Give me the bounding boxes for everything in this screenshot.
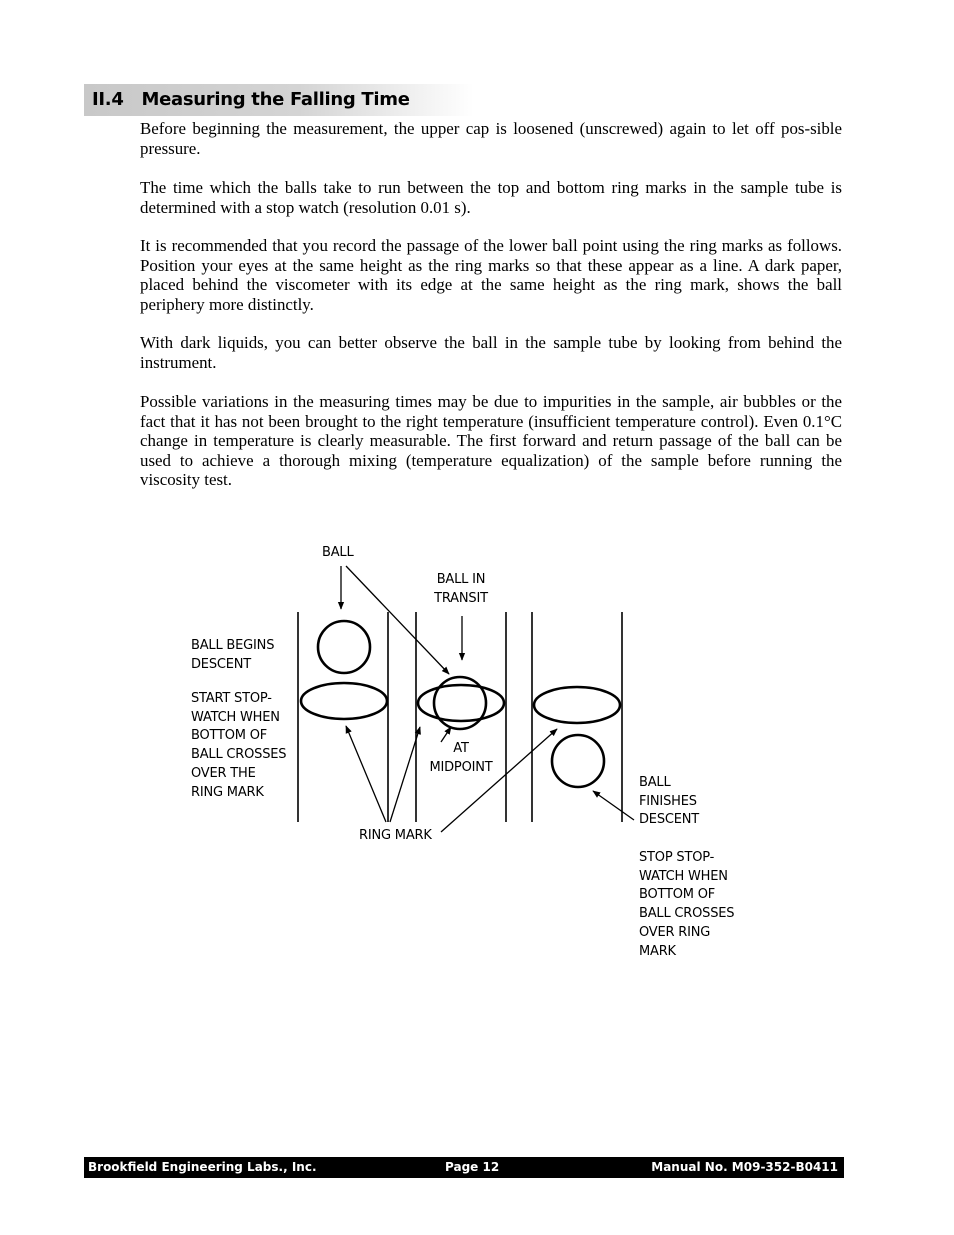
label-start-stopwatch: START STOP- WATCH WHEN BOTTOM OF BALL CROSSES OVER THE RING MARK [191, 691, 287, 800]
paragraph-text: The time which the balls take to run between the top and bottom ring marks in the sample tube is determined with a stop watch (resolution 0.01 s). [140, 178, 842, 217]
ring-mark-3 [534, 687, 620, 723]
arrow-ball-finish [593, 791, 634, 820]
section-title: II.4 Measuring the Falling Time [92, 89, 410, 110]
paragraph-text: Before beginning the measurement, the upper cap is loosened (unscrewed) again to let off pos-sible pressure. [140, 119, 842, 158]
paragraph-text: Possible variations in the measuring times may be due to impurities in the sample, air bubbles or the fact that it has not been brought to the right temperature (insufficient temperature control). Even 0.1°C change in temperature is clearly measurable. The first forward and return passage of the ball can be used to achieve a thorough mixing (temperature equalization) of the sample before running the viscosity test. [140, 392, 842, 489]
ring-mark-2 [418, 685, 504, 721]
footer-page-number: Page 12 [445, 1160, 500, 1174]
footer-manual-number: Manual No. M09-352-B0411 [651, 1160, 838, 1174]
label-ball: BALL [322, 545, 354, 560]
arrow-ring-mark-1 [346, 726, 386, 822]
ball-start [318, 621, 370, 673]
paragraph-text: With dark liquids, you can better observe the ball in the sample tube by looking from behind the instrument. [140, 333, 842, 372]
label-ball-in-transit: BALL IN TRANSIT [434, 572, 488, 606]
ball-finish [552, 735, 604, 787]
label-ring-mark: RING MARK [359, 828, 432, 843]
label-ball-finishes-descent: BALL FINISHES DESCENT [639, 775, 700, 828]
ring-mark-1 [301, 683, 387, 719]
label-stop-stopwatch: STOP STOP- WATCH WHEN BOTTOM OF BALL CROSSES OVER RING MARK [639, 850, 735, 959]
page-footer [84, 1157, 844, 1178]
label-at-midpoint: AT MIDPOINT [429, 741, 493, 775]
label-ball-begins-descent: BALL BEGINS DESCENT [191, 638, 275, 672]
footer-company: Brookfield Engineering Labs., Inc. [88, 1160, 317, 1174]
paragraph-text: It is recommended that you record the passage of the lower ball point using the ring marks as follows. Position your eyes at the same height as the ring marks so that these appear as a line. A dark paper, placed behind the viscometer with its edge at the same height as the ring mark, shows the ball periphery more distinctly. [140, 236, 842, 314]
